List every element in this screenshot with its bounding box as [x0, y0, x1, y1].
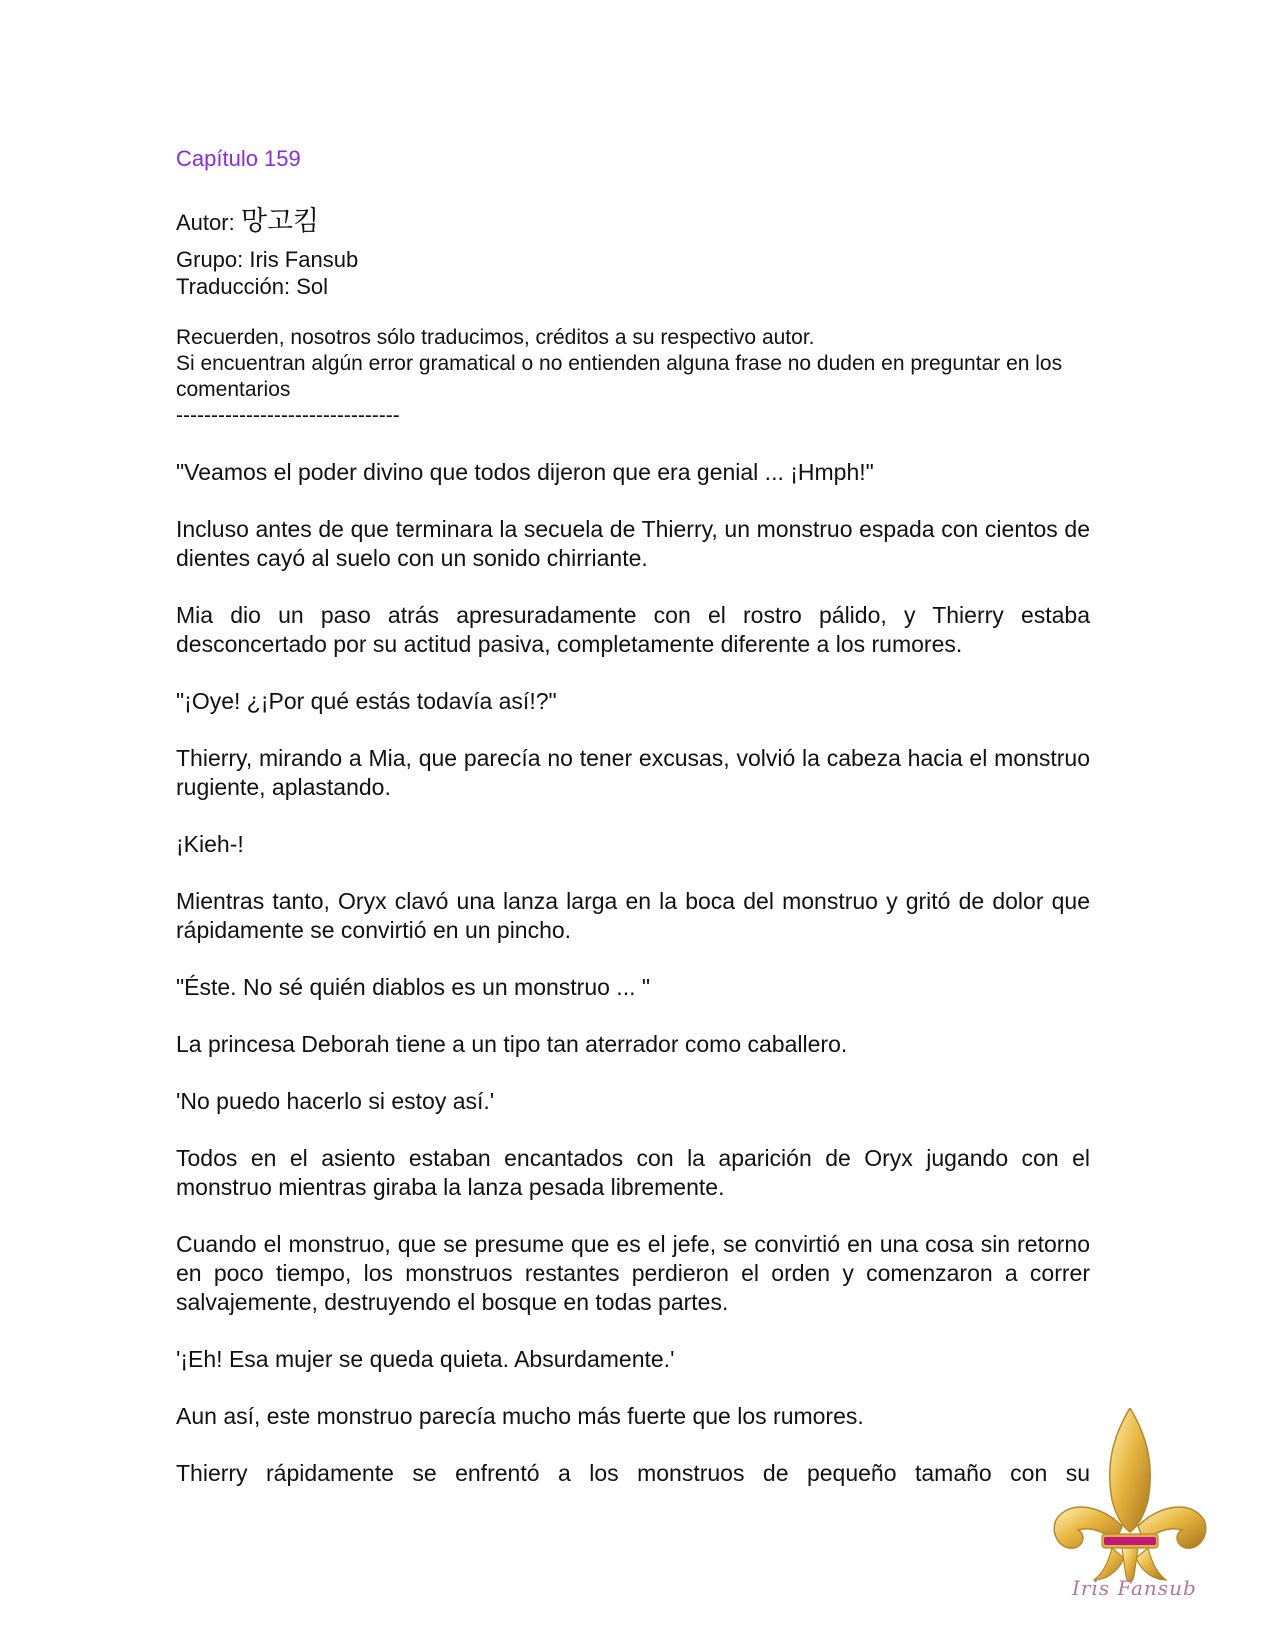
story-body — [176, 458, 1090, 1488]
story-paragraph: Cuando el monstruo, que se presume que es el jefe, se convirtió en una cosa sin retorno en poco tiempo, los monstruos restantes perdieron el orden y comenzaron a correr salvajemente, destruyendo el bosque en todas partes. — [176, 1231, 1090, 1315]
author-label: Autor: — [176, 210, 241, 235]
notice-block — [176, 325, 1090, 429]
story-paragraph: ¡Kieh-! — [176, 831, 244, 857]
chapter-title: Capítulo 159 — [176, 146, 301, 171]
watermark-text: Iris Fansub — [1072, 1576, 1197, 1600]
story-paragraph: "Veamos el poder divino que todos dijeron que era genial ... ¡Hmph!" — [176, 459, 874, 485]
separator-line: -------------------------------- — [176, 404, 400, 427]
story-paragraph: La princesa Deborah tiene a un tipo tan aterrador como caballero. — [176, 1031, 848, 1057]
story-paragraph: Incluso antes de que terminara la secuela de Thierry, un monstruo espada con cientos de dientes cayó al suelo con un sonido chirriante. — [176, 516, 1090, 571]
story-paragraph: Todos en el asiento estaban encantados con la aparición de Oryx jugando con el monstruo mientras giraba la lanza pesada libremente. — [176, 1145, 1090, 1200]
story-paragraph: 'No puedo hacerlo si estoy así.' — [176, 1088, 495, 1114]
story-paragraph: Aun así, este monstruo parecía mucho más fuerte que los rumores. — [176, 1403, 864, 1429]
story-paragraph: Mia dio un paso atrás apresuradamente con el rostro pálido, y Thierry estaba desconcertado por su actitud pasiva, completamente diferente a los rumores. — [176, 602, 1090, 657]
document-page — [176, 0, 1090, 1650]
translation-line: Traducción: Sol — [176, 274, 329, 299]
story-paragraph: Thierry, mirando a Mia, que parecía no tener excusas, volvió la cabeza hacia el monstruo rugiente, aplastando. — [176, 745, 1090, 800]
story-paragraph: '¡Eh! Esa mujer se queda quieta. Absurdamente.' — [176, 1346, 675, 1372]
story-paragraph: "¡Oye! ¿¡Por qué estás todavía así!?" — [176, 688, 557, 714]
story-paragraph: Thierry rápidamente se enfrentó a los monstruos de pequeño tamaño con su — [176, 1460, 1090, 1486]
notice-line-1: Recuerden, nosotros sólo traducimos, créditos a su respectivo autor. — [176, 326, 815, 349]
group-line: Grupo: Iris Fansub — [176, 247, 359, 272]
author-line — [176, 208, 319, 236]
author-name: 망고킴 — [240, 206, 320, 236]
story-paragraph: "Éste. No sé quién diablos es un monstruo ... " — [176, 974, 651, 1000]
notice-line-2: Si encuentran algún error gramatical o no entienden alguna frase no duden en preguntar en los comentarios — [176, 352, 1063, 401]
story-paragraph: Mientras tanto, Oryx clavó una lanza larga en la boca del monstruo y gritó de dolor que rápidamente se convirtió en un pincho. — [176, 888, 1090, 943]
